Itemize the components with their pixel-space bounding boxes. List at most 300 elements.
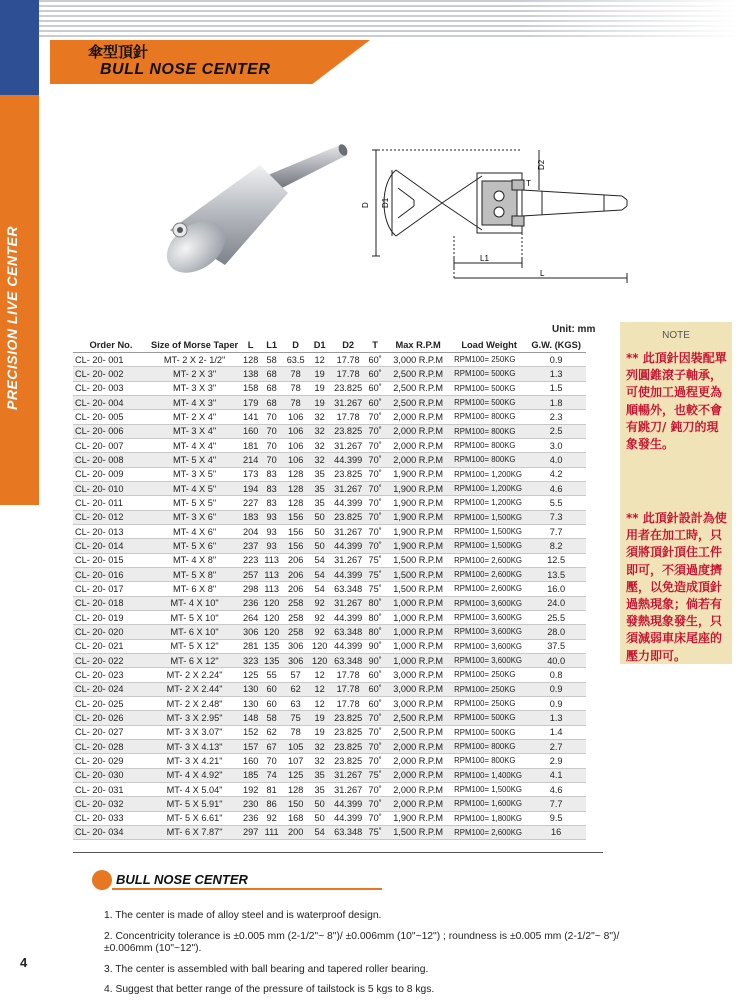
table-cell: 2,000 R.P.M — [384, 739, 452, 753]
table-cell: 19 — [309, 711, 330, 725]
table-cell: 63.348 — [330, 653, 366, 667]
table-cell: 80˚ — [366, 625, 384, 639]
table-cell: 78 — [282, 367, 309, 381]
table-cell: MT- 4 X 4" — [149, 438, 240, 452]
table-cell: 206 — [282, 582, 309, 596]
table-cell: MT- 4 X 3" — [149, 395, 240, 409]
table-cell: RPM100= 1,200KG — [452, 481, 526, 495]
table-cell: CL- 20- 017 — [73, 582, 149, 596]
table-row — [73, 438, 586, 452]
table-cell: 120 — [261, 625, 282, 639]
section-title: BULL NOSE CENTER — [116, 872, 248, 887]
table-cell: 93 — [261, 510, 282, 524]
table-cell: 44.399 — [330, 453, 366, 467]
table-cell: 60˚ — [366, 381, 384, 395]
table-cell: CL- 20- 021 — [73, 639, 149, 653]
table-cell: CL- 20- 022 — [73, 653, 149, 667]
table-cell: 113 — [261, 553, 282, 567]
table-cell: 2,500 R.P.M — [384, 395, 452, 409]
table-cell: 60˚ — [366, 353, 384, 367]
table-cell: 156 — [282, 510, 309, 524]
table-cell: RPM100= 800KG — [452, 453, 526, 467]
table-cell: 230 — [240, 797, 261, 811]
table-cell: 83 — [261, 481, 282, 495]
table-cell: 120 — [261, 610, 282, 624]
note-title: NOTE — [662, 330, 690, 341]
table-cell: RPM100= 250KG — [452, 668, 526, 682]
table-cell: 4.2 — [526, 467, 586, 481]
table-cell: 306 — [240, 625, 261, 639]
table-cell: 160 — [240, 424, 261, 438]
table-cell: RPM100= 800KG — [452, 424, 526, 438]
table-cell: MT- 5 X 5" — [149, 496, 240, 510]
table-cell: 181 — [240, 438, 261, 452]
note-box — [620, 322, 732, 664]
table-cell: 1,000 R.P.M — [384, 639, 452, 653]
table-cell: 17.78 — [330, 410, 366, 424]
table-cell: 8.2 — [526, 539, 586, 553]
table-cell: 63.348 — [330, 582, 366, 596]
table-cell: 7.7 — [526, 524, 586, 538]
table-cell: 2.5 — [526, 424, 586, 438]
table-cell: 23.825 — [330, 424, 366, 438]
table-cell: 83 — [261, 496, 282, 510]
table-cell: 70˚ — [366, 725, 384, 739]
table-cell: 1.8 — [526, 395, 586, 409]
table-cell: 44.399 — [330, 639, 366, 653]
column-header: G.W. (KGS) — [526, 338, 586, 353]
table-cell: 70˚ — [366, 410, 384, 424]
dim-label-l: L — [540, 269, 545, 278]
table-cell: 67 — [261, 739, 282, 753]
table-cell: 2.3 — [526, 410, 586, 424]
column-header: Load Weight — [452, 338, 526, 353]
table-cell: 1,500 R.P.M — [384, 825, 452, 839]
table-cell: 58 — [261, 353, 282, 367]
table-cell: 4.1 — [526, 768, 586, 782]
table-cell: 23.825 — [330, 739, 366, 753]
table-cell: RPM100= 250KG — [452, 696, 526, 710]
table-row — [73, 582, 586, 596]
table-cell: RPM100= 800KG — [452, 739, 526, 753]
table-cell: 12.5 — [526, 553, 586, 567]
table-cell: 16 — [526, 825, 586, 839]
table-cell: 35 — [309, 481, 330, 495]
table-cell: 128 — [282, 496, 309, 510]
table-cell: MT- 4 X 8" — [149, 553, 240, 567]
table-row — [73, 754, 586, 768]
table-cell: 35 — [309, 467, 330, 481]
table-cell: 63.348 — [330, 625, 366, 639]
table-cell: CL- 20- 018 — [73, 596, 149, 610]
table-cell: RPM100= 1,500KG — [452, 510, 526, 524]
table-cell: 237 — [240, 539, 261, 553]
table-cell: CL- 20- 013 — [73, 524, 149, 538]
table-cell: MT- 3 X 3.07" — [149, 725, 240, 739]
table-cell: 113 — [261, 582, 282, 596]
table-cell: 2,000 R.P.M — [384, 453, 452, 467]
table-cell: 75˚ — [366, 582, 384, 596]
table-cell: 1,900 R.P.M — [384, 496, 452, 510]
table-cell: 297 — [240, 825, 261, 839]
table-cell: 12 — [309, 353, 330, 367]
table-cell: 1,900 R.P.M — [384, 524, 452, 538]
table-cell: 55 — [261, 668, 282, 682]
sidebar-label: PRECISION LIVE CENTER — [4, 226, 20, 410]
table-cell: 17.78 — [330, 353, 366, 367]
table-cell: 120 — [309, 653, 330, 667]
table-cell: 70 — [261, 754, 282, 768]
table-cell: RPM100= 500KG — [452, 367, 526, 381]
table-row — [73, 410, 586, 424]
table-cell: CL- 20- 014 — [73, 539, 149, 553]
section-dot-icon — [92, 870, 112, 890]
table-cell: 63.348 — [330, 825, 366, 839]
table-cell: 9.5 — [526, 811, 586, 825]
notes-list — [104, 910, 664, 1005]
table-cell: 120 — [261, 596, 282, 610]
table-cell: 13.5 — [526, 567, 586, 581]
notes-item: 1. The center is made of alloy steel and is waterproof design. — [104, 910, 382, 921]
table-cell: 31.267 — [330, 768, 366, 782]
table-cell: MT- 2 X 3" — [149, 367, 240, 381]
table-cell: 7.3 — [526, 510, 586, 524]
table-cell: 306 — [282, 639, 309, 653]
table-cell: MT- 5 X 12" — [149, 639, 240, 653]
table-cell: CL- 20- 003 — [73, 381, 149, 395]
table-cell: 4.6 — [526, 782, 586, 796]
table-cell: 37.5 — [526, 639, 586, 653]
table-cell: RPM100= 2,600KG — [452, 553, 526, 567]
table-cell: 135 — [261, 639, 282, 653]
table-cell: 4.6 — [526, 481, 586, 495]
table-row — [73, 811, 586, 825]
table-cell: 185 — [240, 768, 261, 782]
table-cell: CL- 20- 012 — [73, 510, 149, 524]
table-cell: 35 — [309, 782, 330, 796]
note-paragraph-2: ** 此頂針設計為使用者在加工時，只須將頂針頂住工件即可，不須過度擠壓，以免造成頂針過熱現象；倘若有發熱現象發生，只須減弱車床尾座的壓力即可。 — [626, 511, 727, 663]
table-cell: 3.0 — [526, 438, 586, 452]
table-cell: 78 — [282, 381, 309, 395]
table-cell: 78 — [282, 725, 309, 739]
table-row — [73, 467, 586, 481]
table-cell: 141 — [240, 410, 261, 424]
table-cell: 24.0 — [526, 596, 586, 610]
table-cell: 31.267 — [330, 481, 366, 495]
technical-drawing — [362, 128, 654, 283]
table-cell: 128 — [282, 481, 309, 495]
table-cell: CL- 20- 030 — [73, 768, 149, 782]
table-cell: 44.399 — [330, 496, 366, 510]
table-cell: RPM100= 500KG — [452, 725, 526, 739]
table-cell: CL- 20- 031 — [73, 782, 149, 796]
table-cell: 16.0 — [526, 582, 586, 596]
table-cell: RPM100= 1,800KG — [452, 811, 526, 825]
table-row — [73, 825, 586, 839]
table-row — [73, 782, 586, 796]
table-cell: CL- 20- 001 — [73, 353, 149, 367]
table-cell: 44.399 — [330, 797, 366, 811]
table-cell: RPM100= 1,200KG — [452, 467, 526, 481]
table-header-row — [73, 338, 586, 353]
table-cell: RPM100= 1,500KG — [452, 782, 526, 796]
table-cell: CL- 20- 007 — [73, 438, 149, 452]
table-cell: 106 — [282, 453, 309, 467]
table-cell: 125 — [240, 668, 261, 682]
table-cell: 0.9 — [526, 353, 586, 367]
table-cell: RPM100= 800KG — [452, 754, 526, 768]
table-cell: 23.825 — [330, 754, 366, 768]
table-cell: 74 — [261, 768, 282, 782]
table-cell: 323 — [240, 653, 261, 667]
table-cell: 50 — [309, 811, 330, 825]
table-cell: 57 — [282, 668, 309, 682]
table-cell: CL- 20- 026 — [73, 711, 149, 725]
table-cell: CL- 20- 020 — [73, 625, 149, 639]
table-row — [73, 424, 586, 438]
table-cell: 2,000 R.P.M — [384, 782, 452, 796]
table-cell: 40.0 — [526, 653, 586, 667]
table-cell: 2,500 R.P.M — [384, 367, 452, 381]
table-cell: CL- 20- 002 — [73, 367, 149, 381]
table-cell: MT- 6 X 7.87" — [149, 825, 240, 839]
table-row — [73, 381, 586, 395]
table-cell: 19 — [309, 381, 330, 395]
table-cell: 31.267 — [330, 596, 366, 610]
table-cell: CL- 20- 025 — [73, 696, 149, 710]
notes-item: 4. Suggest that better range of the pressure of tailstock is 5 kgs to 8 kgs. — [104, 984, 435, 995]
table-cell: MT- 2 X 2.44" — [149, 682, 240, 696]
table-cell: CL- 20- 006 — [73, 424, 149, 438]
table-cell: MT- 3 X 5" — [149, 467, 240, 481]
column-header: L — [240, 338, 261, 353]
table-cell: 23.825 — [330, 467, 366, 481]
table-cell: RPM100= 1,200KG — [452, 496, 526, 510]
table-cell: 78 — [282, 395, 309, 409]
table-cell: CL- 20- 011 — [73, 496, 149, 510]
table-cell: 258 — [282, 596, 309, 610]
table-cell: 206 — [282, 553, 309, 567]
sidebar-blue-block — [0, 0, 39, 95]
table-cell: MT- 3 X 4.13" — [149, 739, 240, 753]
table-cell: 264 — [240, 610, 261, 624]
table-cell: 1,900 R.P.M — [384, 811, 452, 825]
table-cell: 298 — [240, 582, 261, 596]
table-cell: 92 — [261, 811, 282, 825]
table-cell: RPM100= 2,600KG — [452, 582, 526, 596]
table-cell: 54 — [309, 567, 330, 581]
table-cell: 54 — [309, 825, 330, 839]
table-row — [73, 524, 586, 538]
table-cell: 3,000 R.P.M — [384, 696, 452, 710]
table-cell: 130 — [240, 682, 261, 696]
table-cell: 17.78 — [330, 367, 366, 381]
table-cell: 19 — [309, 395, 330, 409]
table-cell: 192 — [240, 782, 261, 796]
table-cell: 1,900 R.P.M — [384, 467, 452, 481]
table-cell: 168 — [282, 811, 309, 825]
table-cell: 75˚ — [366, 825, 384, 839]
table-cell: 2,000 R.P.M — [384, 424, 452, 438]
table-cell: 83 — [261, 467, 282, 481]
table-cell: 113 — [261, 567, 282, 581]
table-cell: 1,500 R.P.M — [384, 582, 452, 596]
table-cell: 1,500 R.P.M — [384, 567, 452, 581]
table-cell: 70 — [261, 438, 282, 452]
table-cell: RPM100= 3,600KG — [452, 639, 526, 653]
table-cell: 70 — [261, 424, 282, 438]
table-body — [73, 353, 586, 840]
table-cell: CL- 20- 010 — [73, 481, 149, 495]
column-header: D — [282, 338, 309, 353]
dim-label-d2: D2 — [537, 159, 546, 170]
table-cell: 81 — [261, 782, 282, 796]
table-cell: RPM100= 500KG — [452, 381, 526, 395]
table-cell: 2,000 R.P.M — [384, 754, 452, 768]
table-cell: 150 — [282, 797, 309, 811]
table-cell: 44.399 — [330, 539, 366, 553]
table-cell: 17.78 — [330, 682, 366, 696]
table-cell: 204 — [240, 524, 261, 538]
column-header: Order No. — [73, 338, 149, 353]
dim-label-t: T — [526, 179, 531, 188]
table-cell: 200 — [282, 825, 309, 839]
table-cell: 2,000 R.P.M — [384, 768, 452, 782]
table-cell: 54 — [309, 582, 330, 596]
table-cell: 32 — [309, 410, 330, 424]
unit-label: Unit: mm — [552, 324, 596, 335]
table-cell: 90˚ — [366, 639, 384, 653]
column-header: D1 — [309, 338, 330, 353]
table-cell: 70˚ — [366, 811, 384, 825]
table-cell: CL- 20- 016 — [73, 567, 149, 581]
section-header — [92, 870, 382, 890]
table-cell: 257 — [240, 567, 261, 581]
table-cell: RPM100= 1,500KG — [452, 539, 526, 553]
table-row — [73, 653, 586, 667]
table-row — [73, 481, 586, 495]
table-cell: 70˚ — [366, 467, 384, 481]
table-cell: 183 — [240, 510, 261, 524]
table-cell: 1.5 — [526, 381, 586, 395]
note-paragraph-1: ** 此頂針因裝配單列圓錐滾子軸承，可使加工過程更為順暢外，也較不會有跳刀/ 鈍刀的現象發生。 — [626, 351, 727, 452]
table-cell: 1,000 R.P.M — [384, 625, 452, 639]
table-cell: 62 — [282, 682, 309, 696]
table-cell: 214 — [240, 453, 261, 467]
table-row — [73, 553, 586, 567]
table-cell: 31.267 — [330, 553, 366, 567]
table-cell: 156 — [282, 524, 309, 538]
table-cell: CL- 20- 024 — [73, 682, 149, 696]
table-cell: 160 — [240, 754, 261, 768]
table-cell: MT- 6 X 12" — [149, 653, 240, 667]
table-cell: 70˚ — [366, 496, 384, 510]
table-cell: 86 — [261, 797, 282, 811]
table-cell: 2,000 R.P.M — [384, 438, 452, 452]
table-cell: 148 — [240, 711, 261, 725]
table-cell: MT- 5 X 6.61" — [149, 811, 240, 825]
table-cell: 111 — [261, 825, 282, 839]
table-cell: CL- 20- 029 — [73, 754, 149, 768]
table-cell: 130 — [240, 696, 261, 710]
table-cell: 138 — [240, 367, 261, 381]
table-row — [73, 539, 586, 553]
table-cell: 0.9 — [526, 696, 586, 710]
table-cell: 1.3 — [526, 367, 586, 381]
table-cell: 19 — [309, 367, 330, 381]
table-row — [73, 496, 586, 510]
table-cell: RPM100= 250KG — [452, 353, 526, 367]
table-cell: 23.825 — [330, 381, 366, 395]
table-cell: 1,900 R.P.M — [384, 481, 452, 495]
table-cell: 70˚ — [366, 539, 384, 553]
table-cell: 32 — [309, 739, 330, 753]
table-cell: RPM100= 500KG — [452, 395, 526, 409]
table-cell: 35 — [309, 768, 330, 782]
page-title-en: BULL NOSE CENTER — [100, 61, 271, 78]
table-cell: 0.9 — [526, 682, 586, 696]
table-cell: CL- 20- 005 — [73, 410, 149, 424]
table-cell: 128 — [282, 782, 309, 796]
table-cell: MT- 3 X 2.95" — [149, 711, 240, 725]
table-cell: 1,500 R.P.M — [384, 553, 452, 567]
column-header: T — [366, 338, 384, 353]
table-cell: 3,000 R.P.M — [384, 682, 452, 696]
table-row — [73, 711, 586, 725]
table-cell: 156 — [282, 539, 309, 553]
table-cell: 3,000 R.P.M — [384, 668, 452, 682]
table-cell: 60˚ — [366, 682, 384, 696]
table-cell: MT- 5 X 8" — [149, 567, 240, 581]
table-cell: 54 — [309, 553, 330, 567]
table-cell: 258 — [282, 610, 309, 624]
table-cell: 70˚ — [366, 424, 384, 438]
table-cell: 105 — [282, 739, 309, 753]
table-row — [73, 610, 586, 624]
table-cell: MT- 5 X 6" — [149, 539, 240, 553]
table-row — [73, 797, 586, 811]
table-cell: 70˚ — [366, 797, 384, 811]
table-cell: 92 — [309, 610, 330, 624]
table-cell: 70˚ — [366, 524, 384, 538]
table-row — [73, 367, 586, 381]
table-row — [73, 668, 586, 682]
table-cell: RPM100= 3,600KG — [452, 610, 526, 624]
table-cell: MT- 5 X 5.91" — [149, 797, 240, 811]
table-cell: MT- 2 X 2.24" — [149, 668, 240, 682]
table-cell: 60˚ — [366, 668, 384, 682]
table-cell: 23.825 — [330, 510, 366, 524]
table-cell: 1,900 R.P.M — [384, 510, 452, 524]
table-cell: 75 — [282, 711, 309, 725]
table-cell: MT- 6 X 8" — [149, 582, 240, 596]
table-cell: 107 — [282, 754, 309, 768]
notes-item: 2. Concentricity tolerance is ±0.005 mm (2-1/2"~ 8")/ ±0.006mm (10"~12") ; roundness is ±0.005 mm (2-1/2"~ 8")/ ±0.006mm (10"~12"). — [104, 930, 620, 954]
table-cell: CL- 20- 009 — [73, 467, 149, 481]
table-cell: 1,000 R.P.M — [384, 653, 452, 667]
table-cell: 206 — [282, 567, 309, 581]
table-cell: 179 — [240, 395, 261, 409]
table-row — [73, 395, 586, 409]
table-cell: CL- 20- 033 — [73, 811, 149, 825]
table-row — [73, 596, 586, 610]
table-cell: 50 — [309, 510, 330, 524]
table-cell: 2,500 R.P.M — [384, 711, 452, 725]
table-cell: 50 — [309, 539, 330, 553]
product-photo — [150, 135, 360, 270]
table-cell: 128 — [282, 467, 309, 481]
table-cell: RPM100= 2,600KG — [452, 825, 526, 839]
